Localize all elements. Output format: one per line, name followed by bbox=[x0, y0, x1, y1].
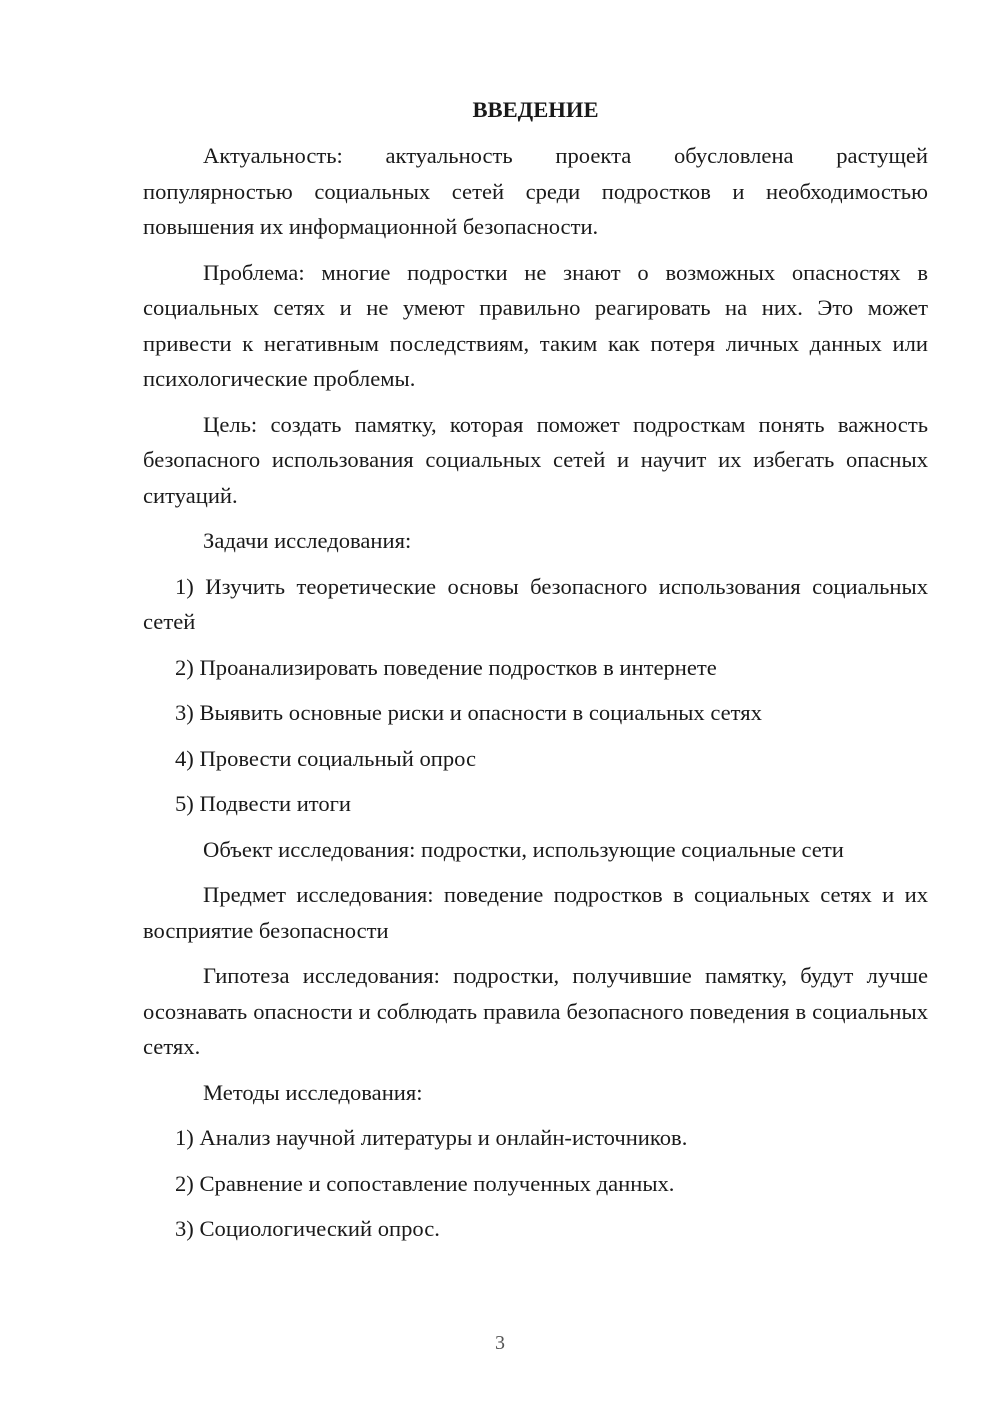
method-item-1: 1) Анализ научной литературы и онлайн-источников. bbox=[175, 1125, 688, 1150]
relevance-paragraph: Актуальность: актуальность проекта обусловлена растущей популярностью социальных сетей среди подростков и необходимостью повышения их информационной безопасности. bbox=[143, 143, 928, 239]
task-item-4: 4) Провести социальный опрос bbox=[175, 745, 477, 771]
subject-paragraph: Предмет исследования: поведение подростков в социальных сетях и их восприятие безопасности bbox=[143, 882, 928, 943]
document-page bbox=[143, 92, 928, 1257]
goal-paragraph: Цель: создать памятку, которая поможет подросткам понять важность безопасного использования социальных сетей и научит их избегать опасных ситуаций. bbox=[143, 411, 928, 508]
hypothesis-paragraph: Гипотеза исследования: подростки, получившие памятку, будут лучше осознавать опасности и соблюдать правила безопасного поведения в социальных сетях. bbox=[143, 963, 928, 1059]
object-paragraph: Объект исследования: подростки, использующие социальные сети bbox=[203, 836, 844, 862]
document-title: ВВЕДЕНИЕ bbox=[472, 97, 599, 122]
task-item-2: 2) Проанализировать поведение подростков в интернете bbox=[175, 654, 717, 680]
problem-paragraph: Проблема: многие подростки не знают о возможных опасностях в социальных сетях и не умеют правильно реагировать на них. Это может привести к негативным последствиям, таким как потеря личных данных или психологические проблемы. bbox=[143, 259, 928, 391]
task-item-1: 1) Изучить теоретические основы безопасного использования социальных сетей bbox=[143, 573, 928, 634]
page-number: 3 bbox=[495, 1332, 505, 1354]
method-item-2: 2) Сравнение и сопоставление полученных данных. bbox=[175, 1170, 675, 1196]
method-item-3: 3) Социологический опрос. bbox=[175, 1216, 440, 1241]
task-item-3: 3) Выявить основные риски и опасности в социальных сетях bbox=[175, 700, 762, 725]
methods-heading: Методы исследования: bbox=[203, 1079, 423, 1105]
task-item-5: 5) Подвести итоги bbox=[175, 791, 352, 816]
tasks-heading: Задачи исследования: bbox=[203, 528, 412, 553]
